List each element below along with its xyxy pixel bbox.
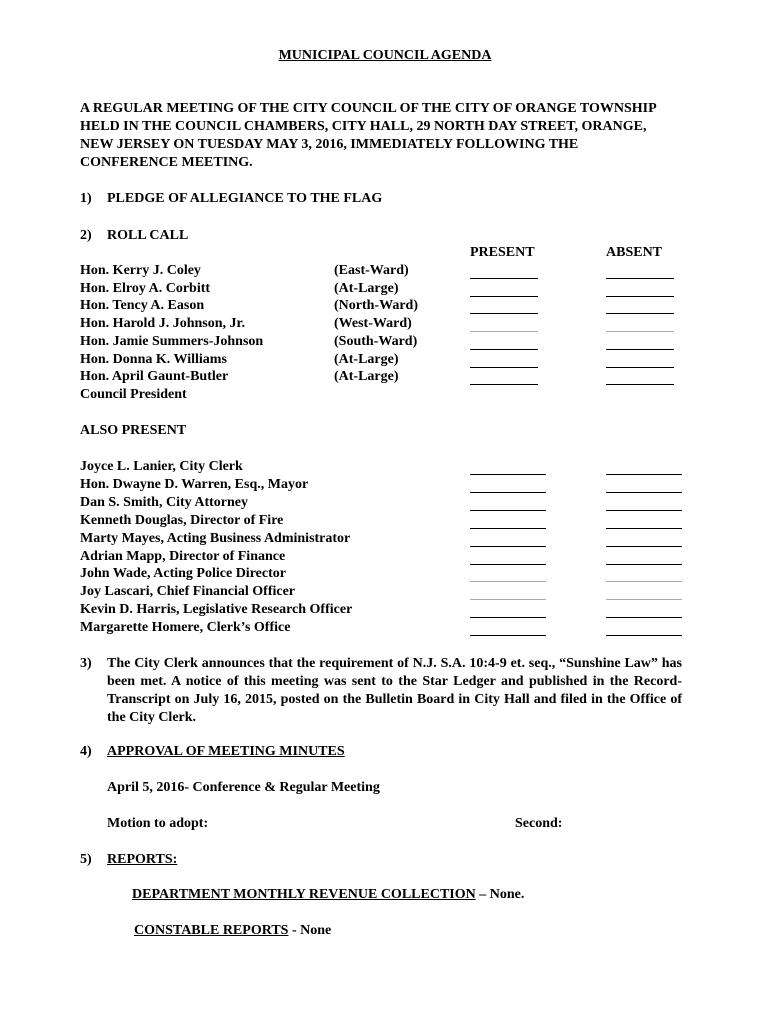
council-member-name: Hon. Harold J. Johnson, Jr. bbox=[80, 316, 245, 332]
absent-blank bbox=[606, 617, 682, 618]
pledge-heading: PLEDGE OF ALLEGIANCE TO THE FLAG bbox=[107, 191, 383, 206]
meeting-intro bbox=[80, 100, 700, 172]
sunshine-law-notice: The City Clerk announces that the requirement of N.J. S.A. 10:4-9 et. seq., “Sunshine Law” has been met. A notice of this meeting was sent to the Star Ledger and published in the Record-Transcript on July 16, 2015, posted on the Bulletin Board in City Hall and filed in the Office of the City Clerk. bbox=[107, 656, 682, 725]
minutes-meeting: April 5, 2016- Conference & Regular Meeting bbox=[107, 780, 380, 795]
staff-member-name: Hon. Dwayne D. Warren, Esq., Mayor bbox=[80, 476, 309, 492]
present-blank bbox=[470, 296, 538, 297]
constable-report-status: - None bbox=[288, 923, 332, 938]
present-blank bbox=[470, 492, 546, 493]
item-number: 2) bbox=[80, 228, 92, 243]
council-member-name: Hon. Elroy A. Corbitt bbox=[80, 280, 211, 296]
present-blank bbox=[470, 331, 538, 332]
reports-heading: REPORTS: bbox=[107, 852, 178, 867]
agenda-title: MUNICIPAL COUNCIL AGENDA bbox=[278, 48, 492, 63]
intro-line: A REGULAR MEETING OF THE CITY COUNCIL OF THE CITY OF ORANGE TOWNSHIP bbox=[80, 101, 657, 116]
intro-line: HELD IN THE COUNCIL CHAMBERS, CITY HALL, 29 NORTH DAY STREET, ORANGE, bbox=[80, 119, 647, 134]
revenue-report-title: DEPARTMENT MONTHLY REVENUE COLLECTION bbox=[132, 887, 476, 902]
present-blank bbox=[470, 349, 538, 350]
staff-member-name: Kenneth Douglas, Director of Fire bbox=[80, 512, 284, 528]
present-blank bbox=[470, 581, 546, 582]
item-number: 3) bbox=[80, 656, 92, 671]
also-present-heading: ALSO PRESENT bbox=[80, 423, 187, 438]
council-member-ward: (North-Ward) bbox=[334, 298, 418, 314]
intro-line: CONFERENCE MEETING. bbox=[80, 155, 253, 170]
constable-report-title: CONSTABLE REPORTS bbox=[134, 923, 289, 938]
roll-call-heading: ROLL CALL bbox=[107, 228, 189, 243]
item-number: 5) bbox=[80, 852, 92, 867]
absent-blank bbox=[606, 510, 682, 511]
absent-column-header: ABSENT bbox=[606, 245, 663, 260]
staff-member-name: Joy Lascari, Chief Financial Officer bbox=[80, 584, 296, 600]
staff-member-name: Joyce L. Lanier, City Clerk bbox=[80, 459, 243, 474]
absent-blank bbox=[606, 546, 682, 547]
absent-blank bbox=[606, 581, 682, 582]
present-blank bbox=[470, 278, 538, 279]
council-president-label: Council President bbox=[80, 387, 187, 402]
item-number: 4) bbox=[80, 744, 92, 759]
constable-report-line bbox=[134, 922, 331, 940]
council-member-ward: (South-Ward) bbox=[334, 333, 418, 349]
council-member-name: Hon. Kerry J. Coley bbox=[80, 263, 201, 278]
staff-member-name: Margarette Homere, Clerk’s Office bbox=[80, 620, 291, 636]
intro-line: NEW JERSEY ON TUESDAY MAY 3, 2016, IMMEDIATELY FOLLOWING THE bbox=[80, 137, 579, 152]
absent-blank bbox=[606, 331, 674, 332]
staff-member-name: Marty Mayes, Acting Business Administrator bbox=[80, 530, 351, 546]
council-member-ward: (At-Large) bbox=[334, 351, 399, 367]
present-blank bbox=[470, 599, 546, 600]
absent-blank bbox=[606, 528, 682, 529]
absent-blank bbox=[606, 296, 674, 297]
staff-member-name: Kevin D. Harris, Legislative Research Officer bbox=[80, 602, 353, 618]
present-blank bbox=[470, 635, 546, 636]
present-blank bbox=[470, 313, 538, 314]
staff-member-name: Adrian Mapp, Director of Finance bbox=[80, 548, 286, 564]
present-blank bbox=[470, 564, 546, 565]
item-number: 1) bbox=[80, 191, 92, 206]
minutes-heading: APPROVAL OF MEETING MINUTES bbox=[107, 744, 345, 759]
present-blank bbox=[470, 546, 546, 547]
present-blank bbox=[470, 528, 546, 529]
council-member-name: Hon. Jamie Summers-Johnson bbox=[80, 333, 264, 349]
present-blank bbox=[470, 384, 538, 385]
present-column-header: PRESENT bbox=[470, 245, 535, 260]
present-blank bbox=[470, 617, 546, 618]
revenue-report-line bbox=[132, 886, 524, 904]
absent-blank bbox=[606, 367, 674, 368]
council-member-ward: (West-Ward) bbox=[334, 316, 412, 332]
staff-member-name: John Wade, Acting Police Director bbox=[80, 566, 286, 582]
second-label: Second: bbox=[515, 816, 563, 831]
council-member-ward: (East-Ward) bbox=[334, 263, 409, 278]
absent-blank bbox=[606, 492, 682, 493]
present-blank bbox=[470, 510, 546, 511]
council-member-ward: (At-Large) bbox=[334, 369, 399, 385]
absent-blank bbox=[606, 349, 674, 350]
motion-label: Motion to adopt: bbox=[107, 816, 209, 831]
absent-blank bbox=[606, 313, 674, 314]
absent-blank bbox=[606, 635, 682, 636]
present-blank bbox=[470, 367, 538, 368]
council-member-name: Hon. Tency A. Eason bbox=[80, 298, 205, 314]
staff-member-name: Dan S. Smith, City Attorney bbox=[80, 494, 249, 510]
absent-blank bbox=[606, 564, 682, 565]
absent-blank bbox=[606, 278, 674, 279]
present-blank bbox=[470, 474, 546, 475]
absent-blank bbox=[606, 474, 682, 475]
council-member-ward: (At-Large) bbox=[334, 280, 399, 296]
revenue-report-status: – None. bbox=[475, 887, 525, 902]
absent-blank bbox=[606, 599, 682, 600]
council-member-name: Hon. Donna K. Williams bbox=[80, 351, 227, 367]
absent-blank bbox=[606, 384, 674, 385]
council-member-name: Hon. April Gaunt-Butler bbox=[80, 369, 229, 385]
